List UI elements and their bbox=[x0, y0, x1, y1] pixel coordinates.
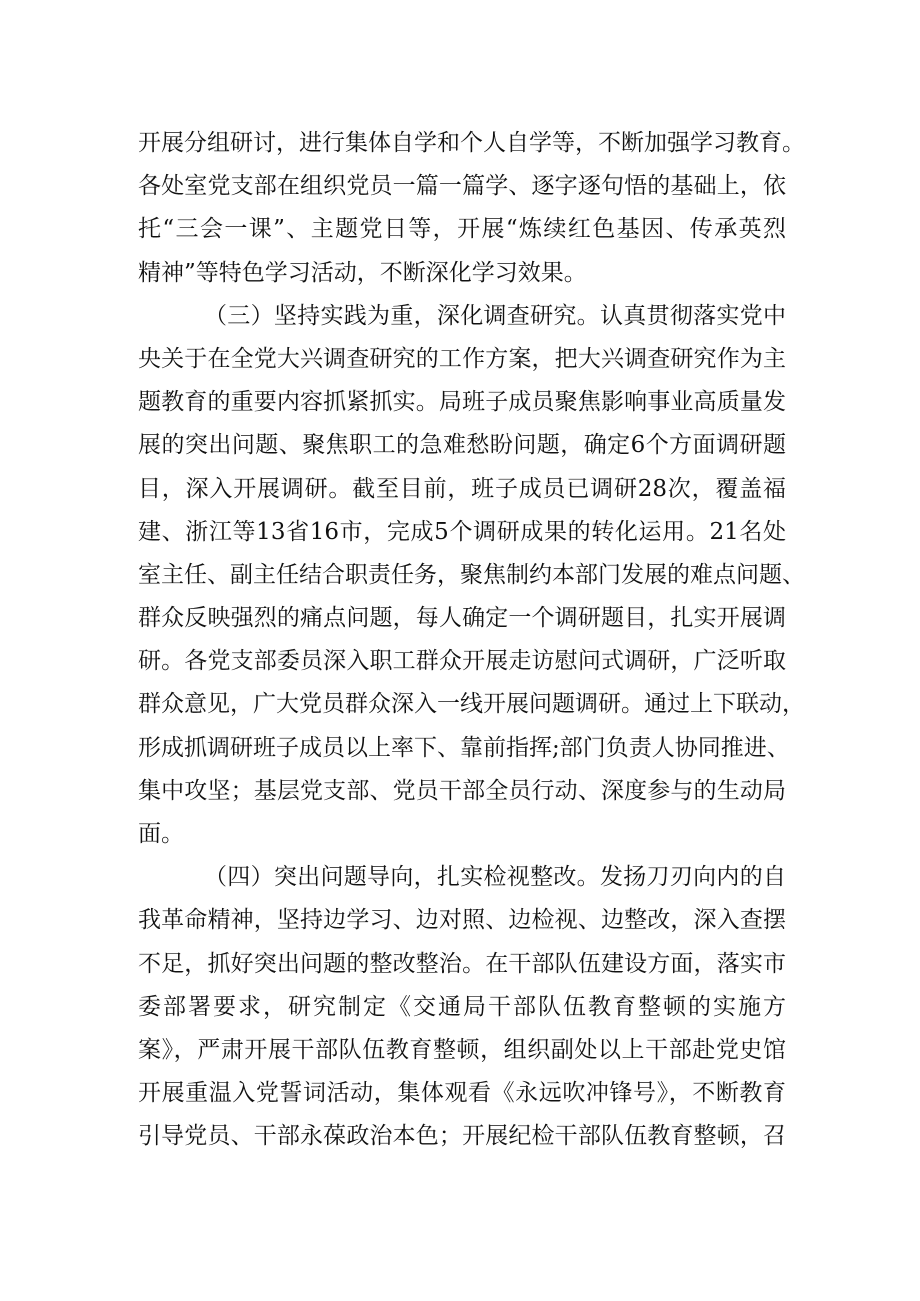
text-line: 我革命精神，坚持边学习、边对照、边检视、边整改，深入查摆 bbox=[138, 907, 786, 934]
text-line: 建、浙江等13省16市，完成5个调研成果的转化运用。21名处 bbox=[138, 518, 786, 545]
text-line: 引导党员、干部永葆政治本色；开展纪检干部队伍教育整顿，召 bbox=[138, 1123, 786, 1150]
text-line: 各处室党支部在组织党员一篇一篇学、逐字逐句悟的基础上，依 bbox=[138, 173, 786, 200]
text-line: 目，深入开展调研。截至目前，班子成员已调研28次，覆盖福 bbox=[138, 475, 786, 502]
body-text bbox=[138, 122, 805, 1159]
text-line: 精神”等特色学习活动，不断深化学习效果。 bbox=[138, 259, 587, 286]
text-line: 展的突出问题、聚焦职工的急难愁盼问题，确定6个方面调研题 bbox=[138, 432, 786, 459]
text-line: 面。 bbox=[138, 821, 184, 847]
text-line: 不足，抓好突出问题的整改整治。在干部队伍建设方面，落实市 bbox=[138, 950, 786, 977]
section-heading-line: （三）坚持实践为重，深化调查研究。认真贯彻落实党中 bbox=[204, 302, 786, 329]
text-line: 研。各党支部委员深入职工群众开展走访慰问式调研，广泛听取 bbox=[138, 648, 786, 675]
text-line: 形成抓调研班子成员以上率下、靠前指挥;部门负责人协同推进、 bbox=[138, 734, 790, 761]
text-line: 题教育的重要内容抓紧抓实。局班子成员聚焦影响事业高质量发 bbox=[138, 389, 786, 416]
text-line: 央关于在全党大兴调查研究的工作方案，把大兴调查研究作为主 bbox=[138, 345, 786, 372]
text-line: 集中攻坚；基层党支部、党员干部全员行动、深度参与的生动局 bbox=[138, 777, 786, 804]
text-line: 室主任、副主任结合职责任务，聚焦制约本部门发展的难点问题、 bbox=[138, 561, 805, 588]
section-heading-line: （四）突出问题导向，扎实检视整改。发扬刀刃向内的自 bbox=[204, 864, 786, 891]
text-line: 委部署要求，研究制定《交通局干部队伍教育整顿的实施方 bbox=[138, 993, 786, 1020]
text-line: 开展重温入党誓词活动，集体观看《永远吹冲锋号》，不断教育 bbox=[138, 1080, 786, 1107]
text-line: 群众意见，广大党员群众深入一线开展问题调研。通过上下联动， bbox=[138, 691, 805, 718]
text-line: 开展分组研讨，进行集体自学和个人自学等，不断加强学习教育。 bbox=[138, 130, 805, 156]
text-line: 托“三会一课”、主题党日等，开展“炼续红色基因、传承英烈 bbox=[138, 216, 786, 243]
text-line: 案》，严肃开展干部队伍教育整顿，组织副处以上干部赴党史馆 bbox=[138, 1036, 786, 1063]
text-line: 群众反映强烈的痛点问题，每人确定一个调研题目，扎实开展调 bbox=[138, 605, 786, 632]
